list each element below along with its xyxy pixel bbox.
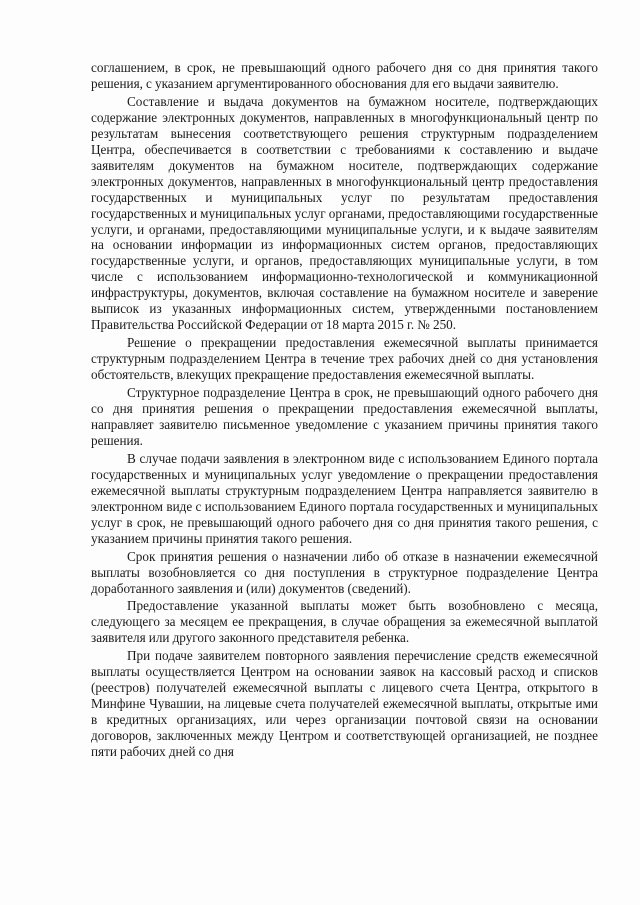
paragraph-termination-notice: Структурное подразделение Центра в срок, не превышающий одного рабочего дня со дня принятия решения о прекращении предоставления ежемесячной выплаты, направляет заявителю письменное уведомление с указанием причины принятия такого решения.	[91, 385, 598, 448]
paragraph-decision-term: Срок принятия решения о назначении либо об отказе в назначении ежемесячной выплаты возобновляется со дня поступления в структурное подразделение Центра доработанного заявления и (или) документов (сведений).	[91, 548, 598, 596]
document-body	[91, 60, 598, 760]
paragraph-termination-decision: Решение о прекращении предоставления ежемесячной выплаты принимается структурным подразделением Центра в течение трех рабочих дней со дня установления обстоятельств, влекущих прекращение предоставления ежемесячной выплаты.	[91, 335, 598, 383]
paragraph-payment-transfer: При подаче заявителем повторного заявления перечисление средств ежемесячной выплаты осуществляется Центром на основании заявок на кассовый расход и списков (реестров) получателей ежемесячной выплаты с лицевого счета Центра, открытого в Минфине Чувашии, на лицевые счета получателей ежемесячной выплаты, открытые ими в кредитных организациях, или через организации почтовой связи на основании договоров, заключенных между Центром и соответствующей организацией, не позднее пяти рабочих дней со дня	[91, 648, 598, 760]
paragraph-resumption: Предоставление указанной выплаты может быть возобновлено с месяца, следующего за месяцем ее прекращения, в случае обращения за ежемесячной выплатой заявителя или другого законного представителя ребенка.	[91, 598, 598, 646]
paragraph-continuation: соглашением, в срок, не превышающий одного рабочего дня со дня принятия такого решения, с указанием аргументированного обоснования для его выдачи заявителю.	[91, 60, 598, 91]
paragraph-paper-documents: Составление и выдача документов на бумажном носителе, подтверждающих содержание электронных документов, направленных в многофункциональный центр по результатам вынесения соответствующего решения структурным подразделением Центра, обеспечивается в соответствии с требованиями к составлению и выдаче заявителям документов на бумажном носителе, подтверждающих содержание электронных документов, направленных в многофункциональный центр предоставления государственных и муниципальных услуг по результатам предоставления государственных и муниципальных услуг органами, предоставляющими государственные услуги, и органами, предоставляющими муниципальные услуги, и к выдаче заявителям на основании информации из информационных систем органов, предоставляющих государственные услуги, и органов, предоставляющих муниципальные услуги, в том числе с использованием информационно-технологической и коммуникационной инфраструктуры, документов, включая составление на бумажном носителе и заверение выписок из указанных информационных систем, утвержденными постановлением Правительства Российской Федерации от 18 марта 2015 г. № 250.	[91, 93, 598, 333]
paragraph-electronic-notice: В случае подачи заявления в электронном виде с использованием Единого портала государственных и муниципальных услуг уведомление о прекращении предоставления ежемесячной выплаты структурным подразделением Центра направляется заявителю в электронном виде с использованием Единого портала государственных и муниципальных услуг в срок, не превышающий одного рабочего дня со дня принятия такого решения, с указанием причины принятия такого решения.	[91, 450, 598, 546]
